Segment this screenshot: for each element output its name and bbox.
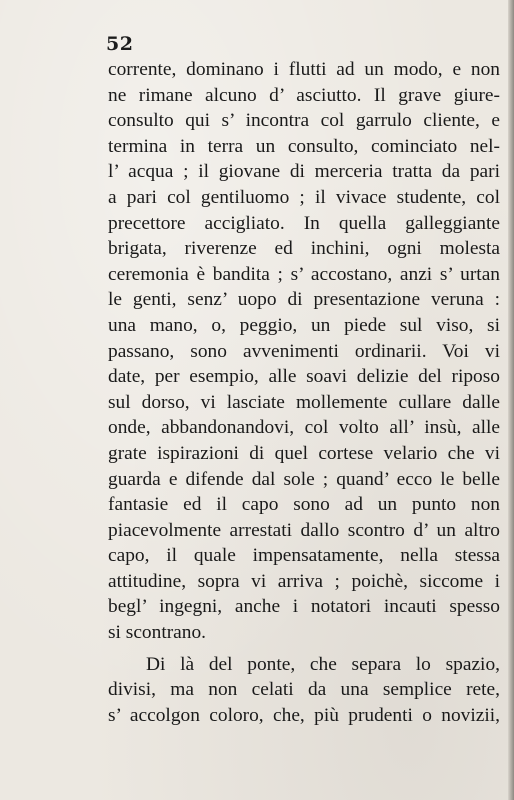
text-line: date, per esempio, alle soavi delizie del riposo [108, 366, 500, 388]
text-line: brigata, riverenze ed inchini, ogni molesta [108, 238, 500, 260]
text-line: s’ accolgon coloro, che, più prudenti o novizii, [108, 704, 500, 726]
text-line: attitudine, sopra vi arriva ; poichè, siccome i [108, 570, 500, 592]
paragraph-1 [108, 57, 500, 646]
text-line: guarda e difende dal sole ; quand’ ecco le belle [108, 468, 500, 490]
text-line: consulto qui s’ incontra col garrulo cliente, e [108, 110, 500, 132]
text-line: Di là del ponte, che separa lo spazio, [146, 653, 500, 675]
text-line: corrente, dominano i flutti ad un modo, e non [108, 59, 500, 80]
text-line: capo, il quale impensatamente, nella stessa [108, 545, 500, 567]
text-line: onde, abbandonandovi, col volto all’ insù, alle [108, 417, 500, 439]
text-line: una mano, o, peggio, un piede sul viso, si [108, 314, 500, 336]
text-line: passano, sono avvenimenti ordinarii. Voi vi [108, 340, 500, 362]
paragraph-2 [108, 652, 500, 729]
text-line: si scontrano. [108, 622, 207, 644]
text-line: a pari col gentiluomo ; il vivace studente, col [108, 186, 500, 208]
text-line: ceremonia è bandita ; s’ accostano, anzi s’ urtan [108, 263, 500, 285]
text-line: begl’ ingegni, anche i notatori incauti spesso [108, 596, 500, 618]
text-line: le genti, senz’ uopo di presentazione veruna : [108, 289, 500, 311]
page-edge-shadow [508, 0, 514, 800]
body-text [108, 57, 500, 728]
text-line: l’ acqua ; il giovane di merceria tratta da pari [108, 161, 500, 183]
text-line: termina in terra un consulto, cominciato nel- [108, 135, 500, 157]
page-number: 52 [106, 33, 134, 55]
text-line: piacevolmente arrestati dallo scontro d’ un altro [108, 519, 500, 541]
text-line: grate ispirazioni di quel cortese velario che vi [108, 442, 500, 464]
text-line: divisi, ma non celati da una semplice rete, [108, 679, 500, 701]
text-line: precettore accigliato. In quella galleggiante [108, 212, 500, 234]
text-line: sul dorso, vi lasciate mollemente cullare dalle [108, 391, 500, 413]
text-line: fantasie ed il capo sono ad un punto non [108, 494, 500, 516]
text-line: ne rimane alcuno d’ asciutto. Il grave giure- [108, 84, 500, 106]
